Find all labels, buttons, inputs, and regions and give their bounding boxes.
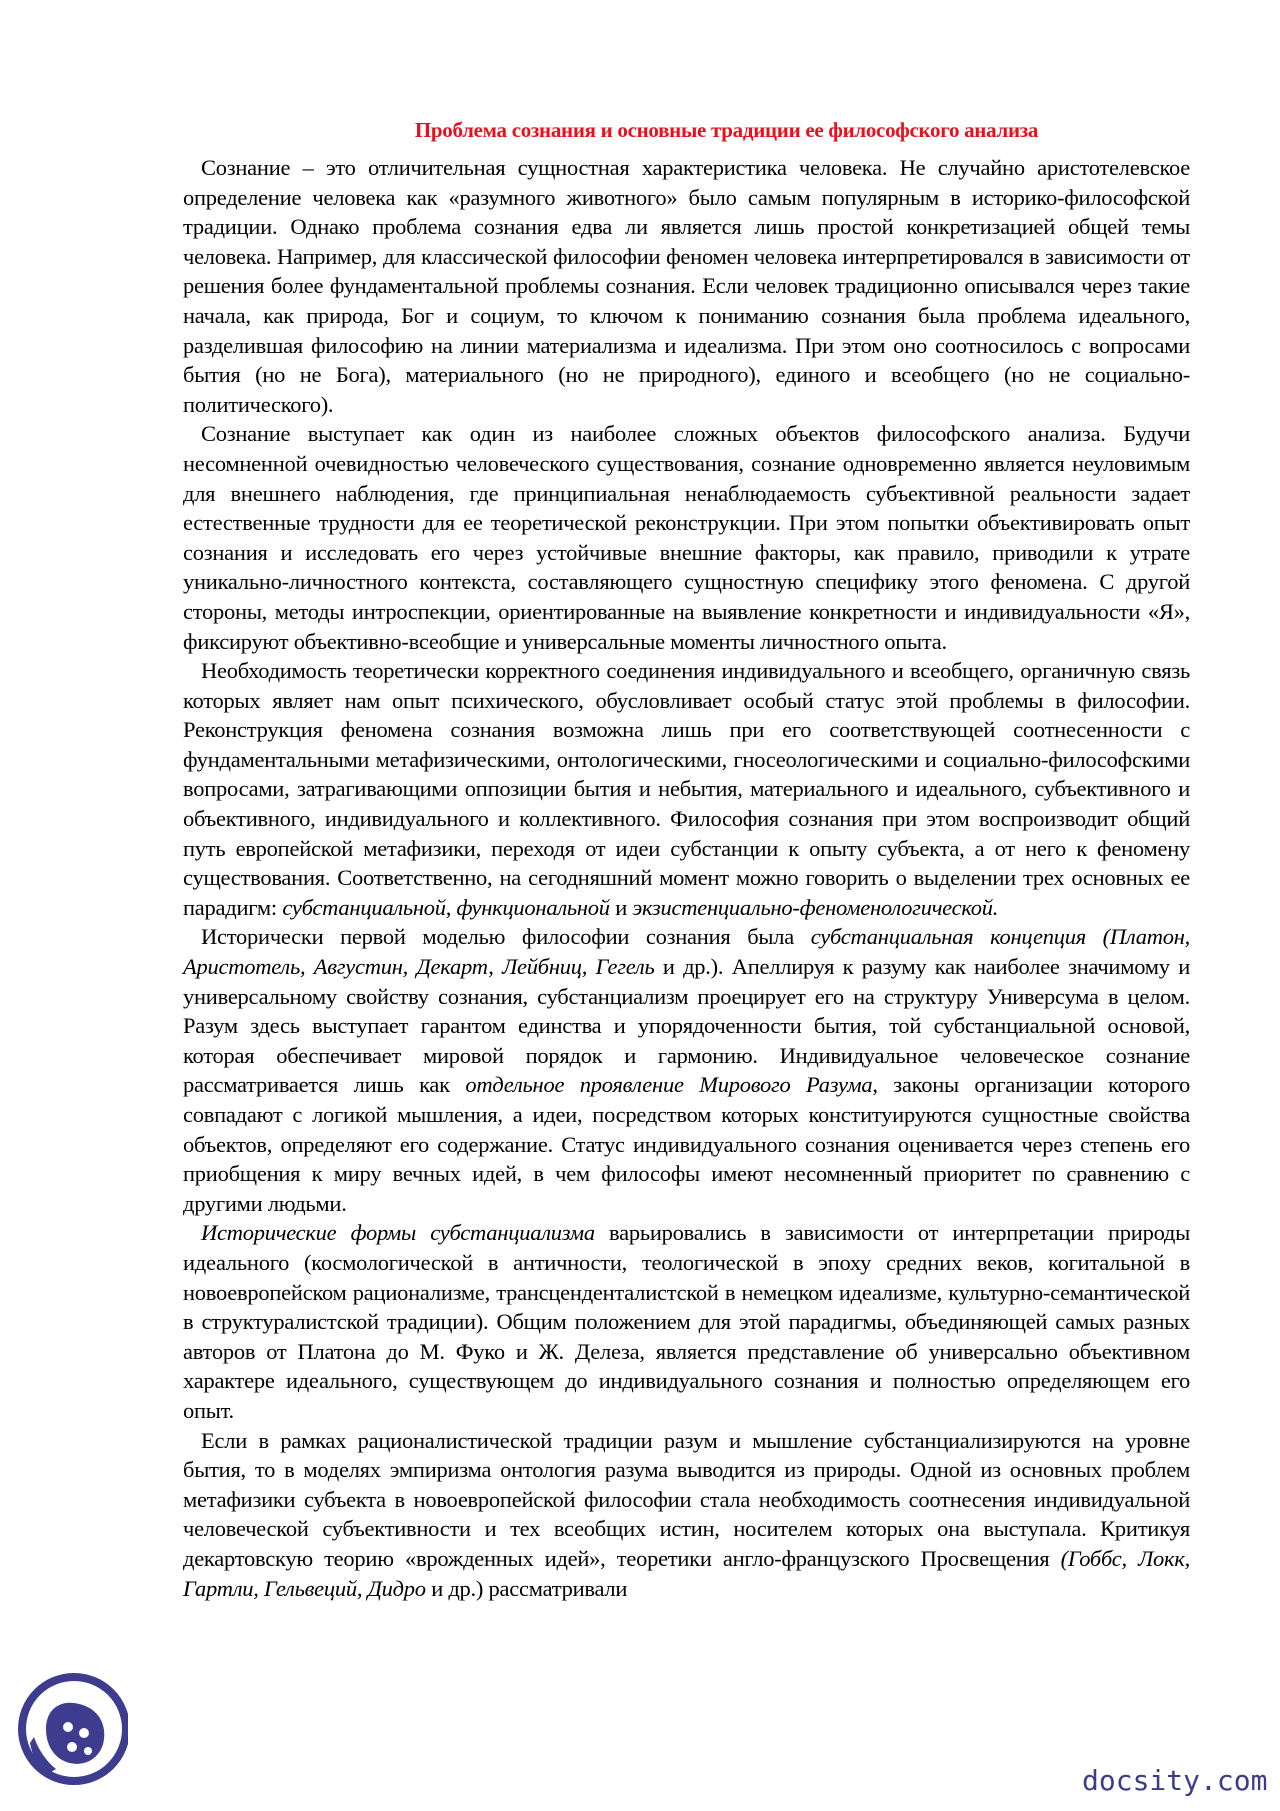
document-page [183, 118, 1190, 1603]
italic-text: Исторические формы субстанциализма [201, 1220, 595, 1246]
document-title: Проблема сознания и основные традиции ее философского анализа [414, 118, 1039, 142]
paragraph [183, 1218, 1190, 1425]
italic-text: экзистенциально-феноменологической. [632, 894, 999, 920]
italic-text: отдельное проявление Мирового Разума [465, 1072, 873, 1098]
text-run: Исторически первой моделью философии сознания была [201, 924, 811, 950]
text-run: Сознание – это отличительная сущностная характеристика человека. Не случайно аристотелевское определение человека как «разумного животного» было самым популярным в историко-философской традиции. Однако проблема сознания едва ли является лишь простой конкретизацией общей темы человека. Например, для классической философии феномен человека интерпретировался в зависимости от решения более фундаментальной проблемы сознания. Если человек традиционно описывался через такие начала, как природа, Бог и социум, то ключом к пониманию сознания была проблема идеального, разделившая философию на линии материализма и идеализма. При этом оно соотносилось с вопросами бытия (но не Бога), материального (но не природного), единого и всеобщего (но не социально-политического). [183, 155, 1190, 417]
text-run: Необходимость теоретически корректного соединения индивидуального и всеобщего, органичную связь которых являет нам опыт психического, обусловливает особый статус этой проблемы в философии. Реконструкция феномена сознания возможна лишь при его соответствующей соотнесенности с фундаментальными метафизическими, онтологическими, гносеологическими и социально-философскими вопросами, затрагивающими оппозиции бытия и небытия, материального и идеального, субъективного и объективного, индивидуального и коллективного. Философия сознания при этом воспроизводит общий путь европейской метафизики, переходя от идеи субстанции к опыту субъекта, а от него к феномену существования. Соответственно, на сегодняшний момент можно говорить о выделении трех основных ее парадигм: [183, 658, 1190, 920]
paragraph [183, 656, 1190, 922]
italic-text: (Гоббс, Локк, Гартли, Гельвеций, Дидро [183, 1545, 1190, 1601]
text-run: , законы организации которого совпадают с логикой мышления, а идеи, посредством которых конституируются сущностные свойства объектов, определяют его содержание. Статус индивидуального сознания оценивается через степень его приобщения к миру вечных идей, в чем философы имеют несомненный приоритет по сравнению с другими людьми. [183, 1072, 1190, 1216]
italic-text: субстанциальная концепция (Платон, Аристотель, Августин, Декарт, Лейбниц, Гегель [183, 924, 1190, 980]
text-run: и др.). Апеллируя к разуму как наиболее значимому и универсальному свойству сознания, субстанциализм проецирует его на структуру Универсума в целом. Разум здесь выступает гарантом единства и упорядоченности бытия, той субстанциальной основой, которая обеспечивает мировой порядок и гармонию. Индивидуальное человеческое сознание рассматривается лишь как [183, 954, 1190, 1098]
text-run: и др.) рассматривали [425, 1575, 628, 1601]
docsity-logo-icon[interactable] [16, 1671, 128, 1787]
italic-text: субстанциальной, функциональной [282, 894, 610, 920]
watermark-link[interactable]: docsity.com [1082, 1764, 1268, 1797]
text-run: Сознание выступает как один из наиболее сложных объектов философского анализа. Будучи несомненной очевидностью человеческого существования, сознание одновременно является неуловимым для внешнего наблюдения, где принципиальная ненаблюдаемость субъективной реальности задает естественные трудности для ее теоретической реконструкции. При этом попытки объективировать опыт сознания и исследовать его через устойчивые внешние факторы, как правило, приводили к утрате уникально-личностного контекста, составляющего сущностную специфику этого феномена. С другой стороны, методы интроспекции, ориентированные на выявление конкретности и индивидуальности «Я», фиксируют объективно-всеобщие и универсальные моменты личностного опыта. [183, 421, 1190, 654]
paragraph [183, 1426, 1190, 1604]
text-run: варьировались в зависимости от интерпретации природы идеального (космологической в античности, теологической в эпоху средних веков, когитальной в новоевропейском рационализме, трансценденталистской в немецком идеализме, культурно-семантической в структуралистской традиции). Общим положением для этой парадигмы, объединяющей самых разных авторов от Платона до М. Фуко и Ж. Делеза, является представление об универсально объективном характере идеального, существующем до индивидуального сознания и полностью определяющем его опыт. [183, 1220, 1190, 1423]
text-run: и [609, 894, 633, 920]
paragraph [183, 153, 1190, 419]
paragraph [183, 922, 1190, 1218]
text-run: Если в рамках рационалистической традиции разум и мышление субстанциализируются на уровне бытия, то в моделях эмпиризма онтология разума выводится из природы. Одной из основных проблем метафизики субъекта в новоевропейской философии стала необходимость соотнесения индивидуальной человеческой субъективности и тех всеобщих истин, носителем которых она выступала. Критикуя декартовскую теорию «врожденных идей», теоретики англо-французского Просвещения [183, 1427, 1190, 1571]
document-body [183, 153, 1190, 1603]
paragraph [183, 419, 1190, 656]
